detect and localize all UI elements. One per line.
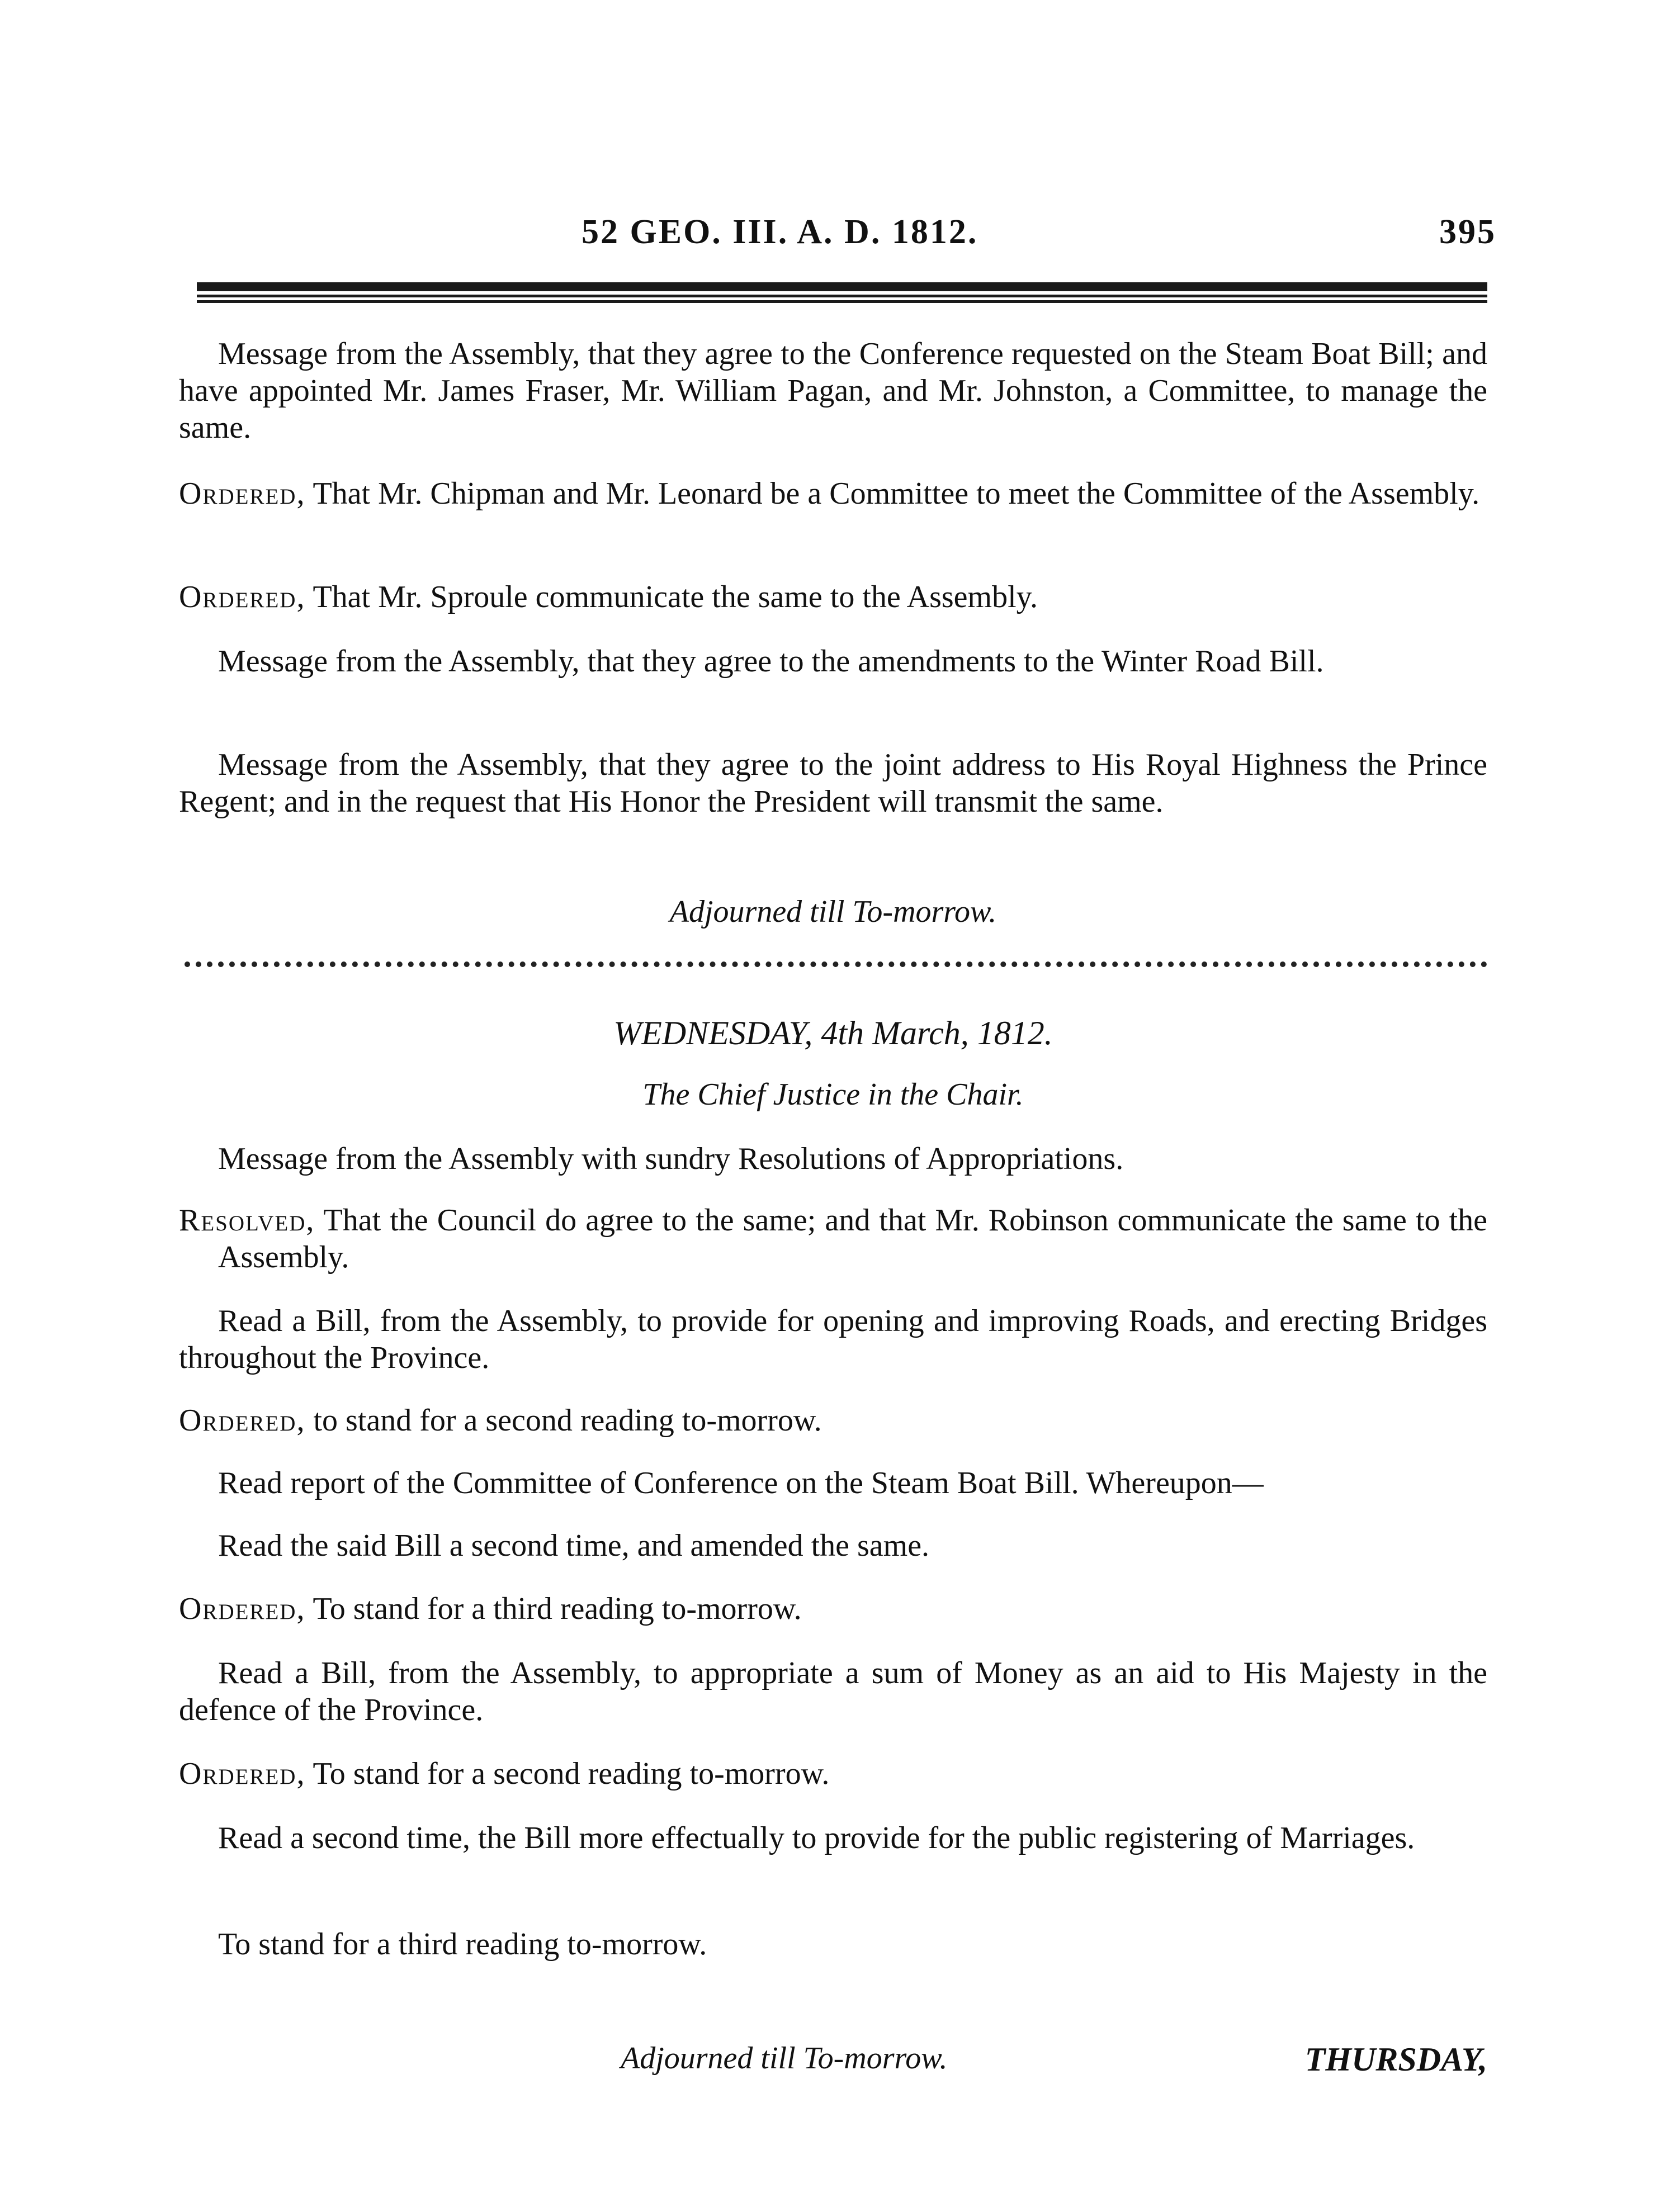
- paragraph-third-reading: To stand for a third reading to-morrow.: [218, 1927, 707, 1962]
- paragraph-report-conference: Read report of the Committee of Conference on the Steam Boat Bill. Whereupon—: [218, 1466, 1264, 1500]
- adjourned-note-2: Adjourned till To-morrow.: [621, 2041, 948, 2076]
- dotted-separator: [185, 961, 1487, 978]
- paragraph-bill-money: Read a Bill, from the Assembly, to appropriate a sum of Money as an aid to His Majesty in the defence of the Province.: [179, 1656, 1487, 1727]
- paragraph-ordered-second-reading-2: Ordered, To stand for a second reading to-morrow.: [179, 1756, 830, 1791]
- paragraph-message-winter-road: Message from the Assembly, that they agree to the amendments to the Winter Road Bill.: [218, 644, 1324, 679]
- paragraph-message-conference: Message from the Assembly, that they agree to the Conference requested on the Steam Boat Bill; and have appointed Mr. James Fraser, Mr. William Pagan, and Mr. Johnston, a Committee, to manage the same.: [179, 337, 1487, 445]
- ordered-label: Ordered,: [179, 580, 306, 614]
- page-header: [179, 212, 1496, 268]
- paragraph-ordered-second-reading: Ordered, to stand for a second reading to-morrow.: [179, 1403, 822, 1438]
- resolved-label: Resolved,: [179, 1203, 315, 1238]
- ordered-label: Ordered,: [179, 1591, 306, 1626]
- header-double-rule: [197, 282, 1487, 305]
- catchword: THURSDAY,: [1304, 2041, 1487, 2078]
- ordered-label: Ordered,: [179, 1403, 306, 1438]
- paragraph-ordered-committee: Ordered, That Mr. Chipman and Mr. Leonard be a Committee to meet the Committee of the Assembly.: [179, 476, 1480, 511]
- paragraph-ordered-sproule: Ordered, That Mr. Sproule communicate the same to the Assembly.: [179, 580, 1038, 614]
- chair-note: The Chief Justice in the Chair.: [642, 1077, 1024, 1112]
- paragraph-message-resolutions: Message from the Assembly with sundry Resolutions of Appropriations.: [218, 1141, 1124, 1176]
- paragraph-second-time: Read the said Bill a second time, and amended the same.: [218, 1528, 930, 1563]
- running-title: 52 GEO. III. A. D. 1812.: [582, 213, 978, 251]
- paragraph-resolved: Resolved, That the Council do agree to the same; and that Mr. Robinson communicate the same to the Assembly.: [179, 1203, 1487, 1275]
- paragraph-bill-roads: Read a Bill, from the Assembly, to provide for opening and improving Roads, and erecting Bridges throughout the Province.: [179, 1304, 1487, 1375]
- paragraph-marriages-bill: Read a second time, the Bill more effectually to provide for the public registering of Marriages.: [218, 1821, 1415, 1855]
- day-heading: WEDNESDAY, 4th March, 1812.: [613, 1015, 1053, 1051]
- ordered-label: Ordered,: [179, 1756, 306, 1791]
- adjourned-note: Adjourned till To-morrow.: [669, 894, 997, 929]
- ordered-label: Ordered,: [179, 476, 306, 511]
- paragraph-message-joint-address: Message from the Assembly, that they agree to the joint address to His Royal Highness the Prince Regent; and in the request that His Honor the President will transmit the same.: [179, 747, 1487, 819]
- page-number: 395: [1439, 213, 1496, 251]
- paragraph-ordered-third-reading: Ordered, To stand for a third reading to-morrow.: [179, 1591, 802, 1626]
